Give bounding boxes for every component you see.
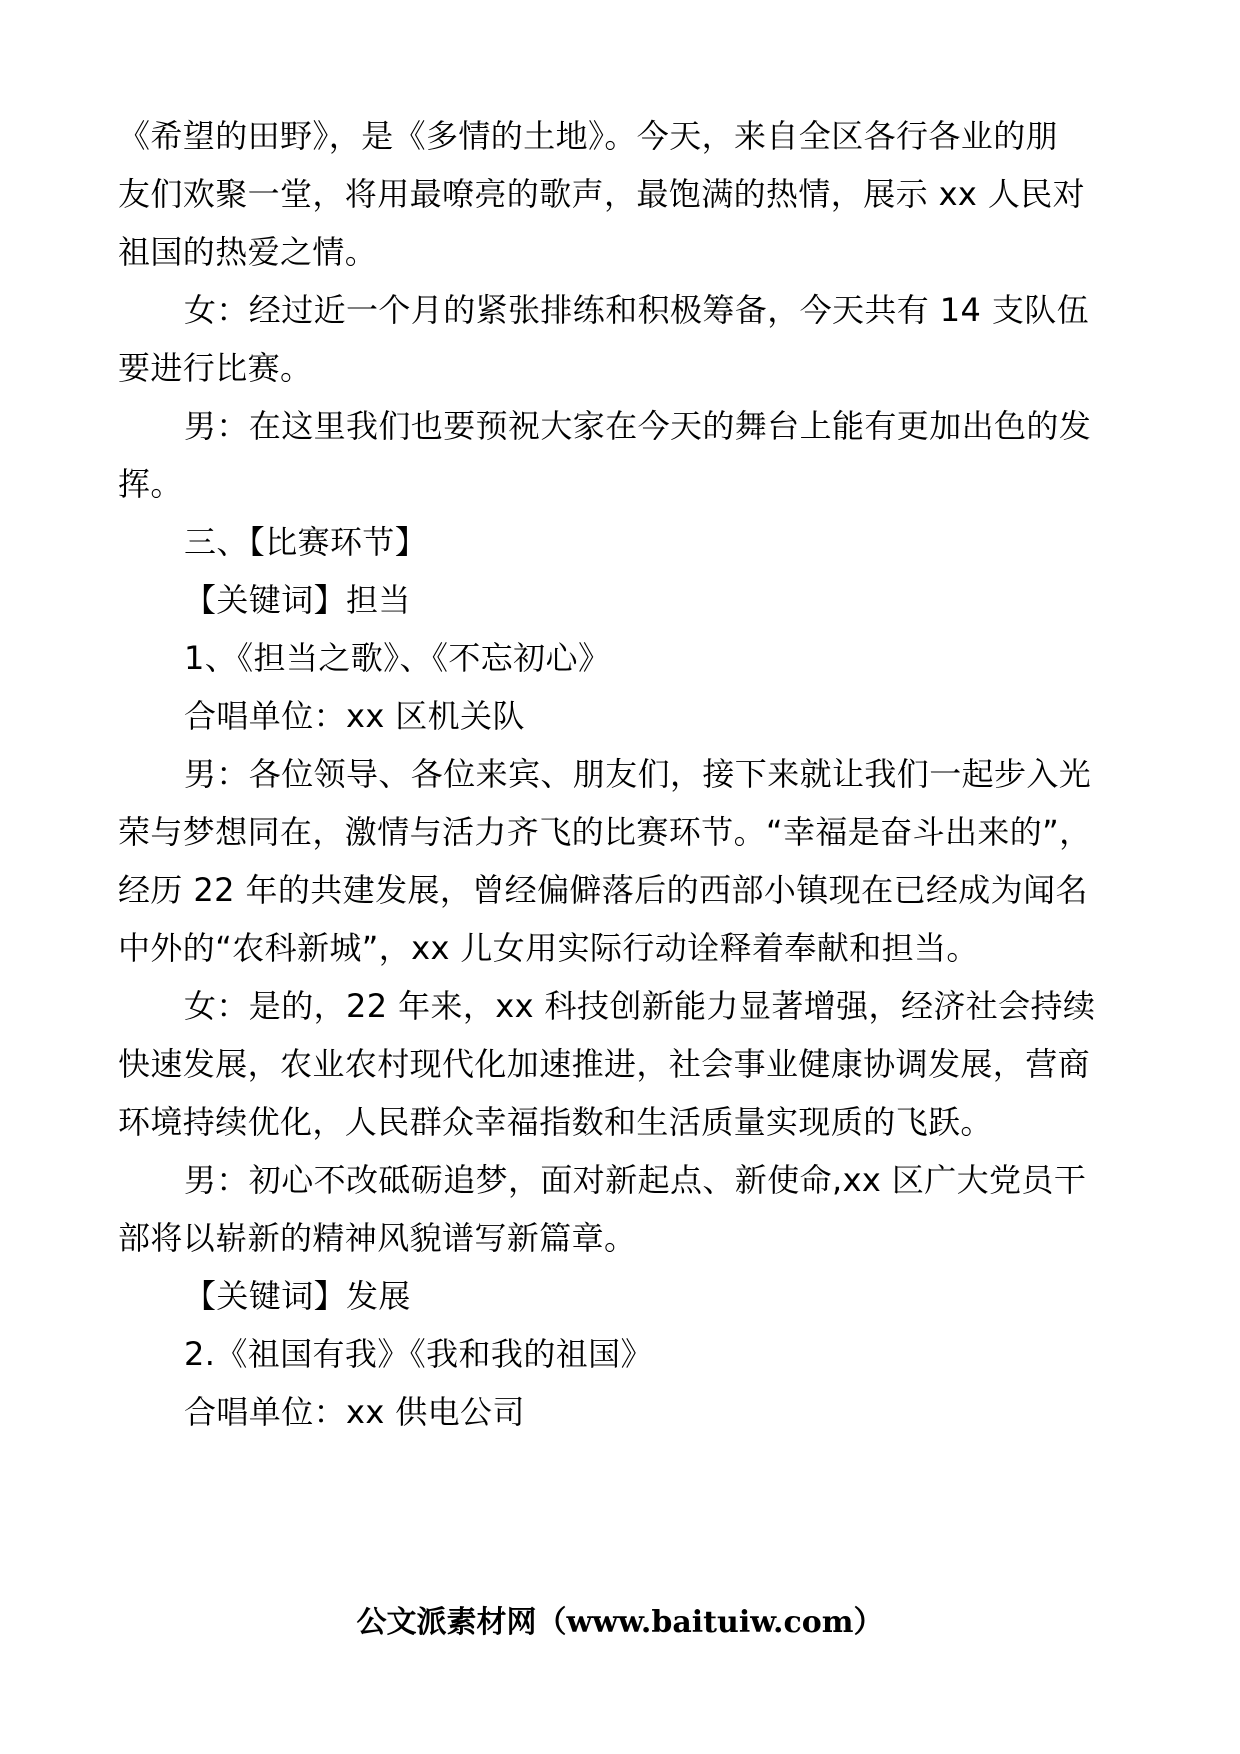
text-line: 女：经过近一个月的紧张排练和积极筹备，今天共有 14 支队伍 xyxy=(184,291,1090,329)
text-line: 女：是的，22 年来，xx 科技创新能力显著增强，经济社会持续 xyxy=(184,987,1096,1025)
text-line: 《希望的田野》，是《多情的土地》。今天，来自全区各行各业的朋 xyxy=(118,117,1059,155)
choir-unit: 合唱单位：xx 供电公司 xyxy=(184,1393,525,1431)
keyword-heading: 【关键词】担当 xyxy=(184,581,411,619)
text-line: 男：在这里我们也要预祝大家在今天的舞台上能有更加出色的发 xyxy=(184,407,1092,445)
text-line: 祖国的热爱之情。 xyxy=(118,233,378,271)
text-line: 荣与梦想同在，激情与活力齐飞的比赛环节。“幸福是奋斗出来的”， xyxy=(118,813,1092,851)
item-title: 2.《祖国有我》《我和我的祖国》 xyxy=(184,1335,653,1373)
text-line: 环境持续优化，人民群众幸福指数和生活质量实现质的飞跃。 xyxy=(118,1103,993,1141)
choir-unit: 合唱单位：xx 区机关队 xyxy=(184,697,525,735)
text-line: 挥。 xyxy=(118,465,183,503)
text-line: 要进行比赛。 xyxy=(118,349,313,387)
text-line: 男：各位领导、各位来宾、朋友们，接下来就让我们一起步入光 xyxy=(184,755,1092,793)
text-line: 部将以崭新的精神风貌谱写新篇章。 xyxy=(118,1219,637,1257)
text-line: 友们欢聚一堂，将用最嘹亮的歌声，最饱满的热情，展示 xx 人民对 xyxy=(118,175,1086,213)
keyword-heading: 【关键词】发展 xyxy=(184,1277,411,1315)
text-line: 经历 22 年的共建发展，曾经偏僻落后的西部小镇现在已经成为闻名 xyxy=(118,871,1088,909)
section-heading: 三、【比赛环节】 xyxy=(184,523,428,561)
text-line: 快速发展，农业农村现代化加速推进，社会事业健康协调发展，营商 xyxy=(118,1045,1091,1083)
text-line: 男：初心不改砥砺追梦，面对新起点、新使命,xx 区广大党员干 xyxy=(184,1161,1087,1199)
item-title: 1、《担当之歌》、《不忘初心》 xyxy=(184,639,611,677)
text-line: 中外的“农科新城”，xx 儿女用实际行动诠释着奉献和担当。 xyxy=(118,929,979,967)
footer-watermark: 公文派素材网（www.baituiw.com） xyxy=(356,1605,884,1640)
